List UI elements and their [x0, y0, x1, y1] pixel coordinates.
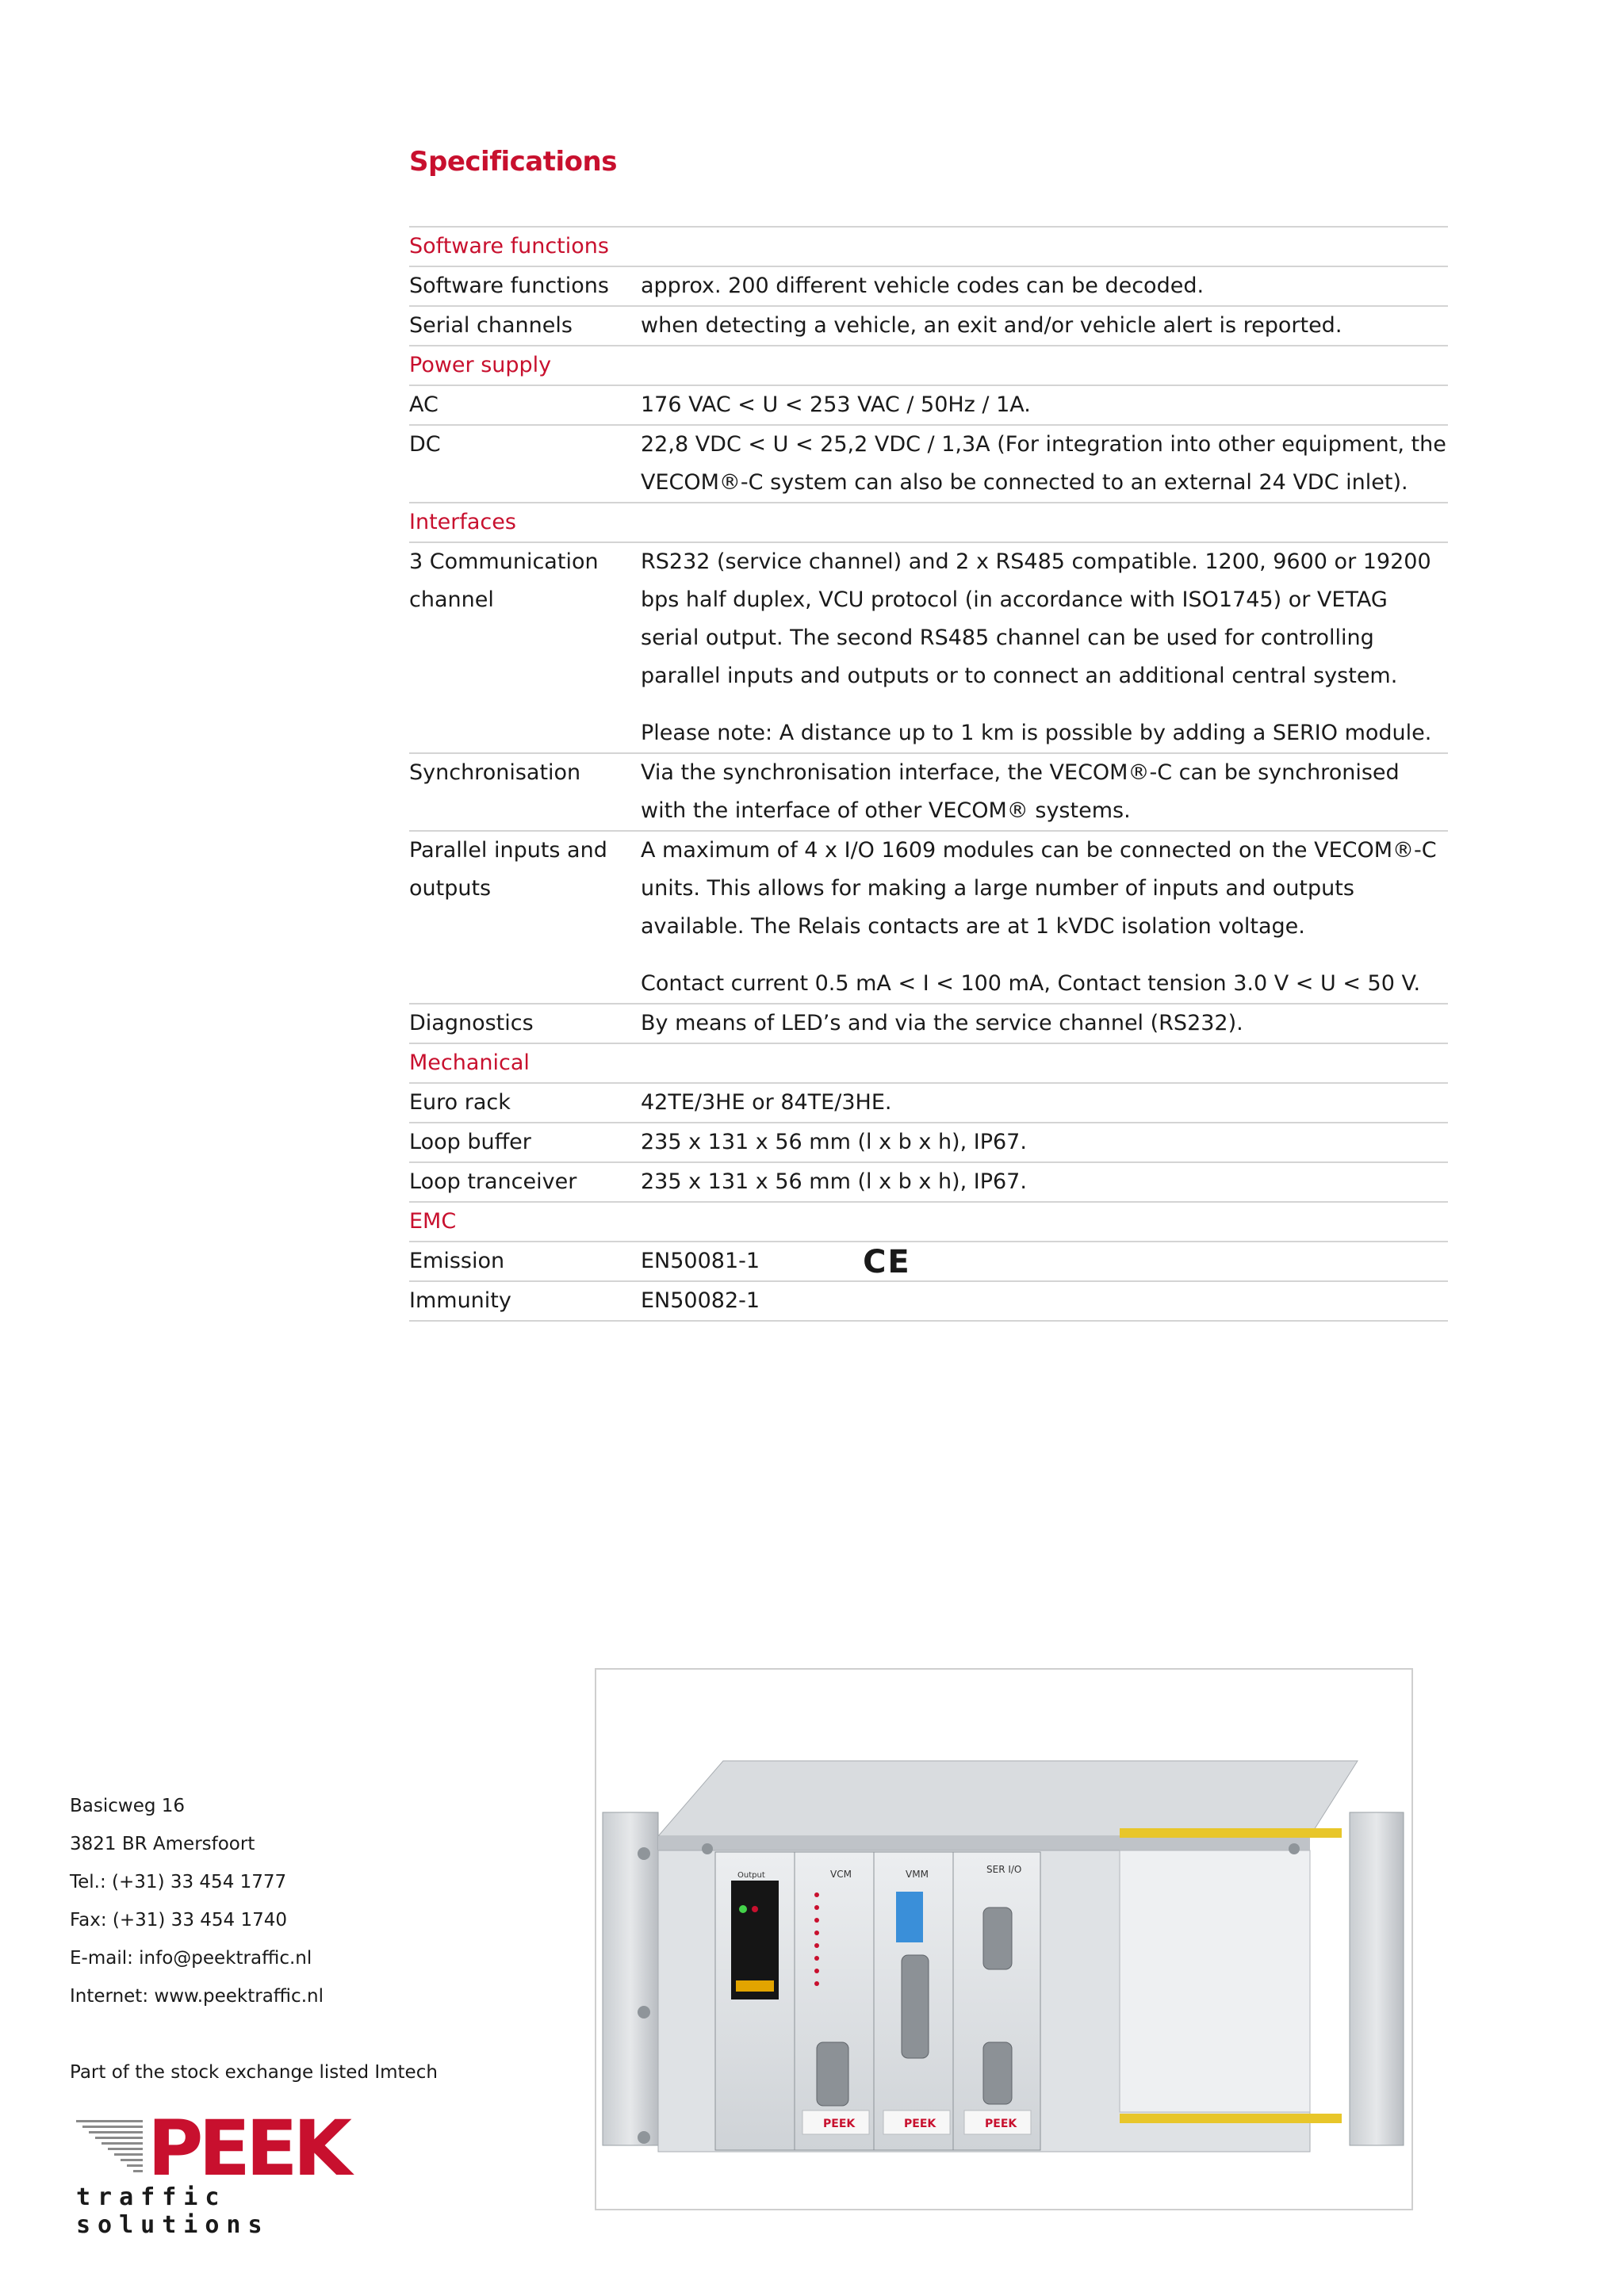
spec-row	[409, 754, 1448, 832]
spec-row	[409, 386, 1448, 426]
spec-row	[409, 307, 1448, 346]
rack-illustration	[596, 1670, 1411, 2209]
address-internet: Internet: www.peektraffic.nl	[70, 1986, 324, 2007]
spec-row	[409, 426, 1448, 503]
ce-mark-icon: CE	[863, 1243, 911, 1280]
spec-label: Synchronisation	[409, 760, 581, 785]
spec-label: Diagnostics	[409, 1011, 534, 1035]
module-label-output: Output	[737, 1871, 765, 1880]
contact-address	[70, 1787, 324, 2015]
address-tel: Tel.: (+31) 33 454 1777	[70, 1872, 287, 1892]
spec-label: DC	[409, 432, 441, 457]
module-label-vmm: VMM	[906, 1869, 929, 1880]
spec-value	[641, 267, 1448, 305]
spec-value	[641, 228, 1448, 266]
spec-value	[641, 1242, 1448, 1280]
spec-value-paragraph: RS232 (service channel) and 2 x RS485 compatible. 1200, 9600 or 19200 bps half duplex, VCU protocol (in accordance with ISO1745) or VETAG serial output. The second RS485 channel can be used for controlling parallel inputs and outputs or to connect an additional central system.	[641, 549, 1431, 688]
address-fax: Fax: (+31) 33 454 1740	[70, 1910, 288, 1931]
spec-value-paragraph: By means of LED’s and via the service channel (RS232).	[641, 1011, 1243, 1035]
section-title: Power supply	[409, 353, 552, 377]
spec-value	[641, 1004, 1448, 1043]
spec-value-paragraph	[641, 1242, 1448, 1280]
spec-value	[641, 346, 1448, 385]
spec-row	[409, 267, 1448, 307]
badge-peek-2: PEEK	[904, 2118, 936, 2130]
spec-value	[641, 307, 1448, 345]
section-title: EMC	[409, 1209, 457, 1234]
badge-peek-1: PEEK	[823, 2118, 856, 2130]
spec-value	[641, 1282, 1448, 1320]
specifications-table	[409, 226, 1448, 1322]
spec-value	[641, 386, 1448, 424]
spec-value	[641, 1163, 1448, 1201]
spec-value-paragraph: 42TE/3HE or 84TE/3HE.	[641, 1090, 892, 1115]
spec-value	[641, 543, 1448, 752]
spec-value-paragraph: approx. 200 different vehicle codes can be decoded.	[641, 274, 1205, 298]
spec-row	[409, 1123, 1448, 1163]
stock-exchange-note: Part of the stock exchange listed Imtech	[70, 2062, 438, 2083]
spec-value	[641, 503, 1448, 541]
spec-value-paragraph: Contact current 0.5 mA < I < 100 mA, Contact tension 3.0 V < U < 50 V.	[641, 971, 1421, 996]
spec-row	[409, 1242, 1448, 1282]
section-header-row	[409, 1203, 1448, 1242]
spec-value-paragraph: Via the synchronisation interface, the VECOM®-C can be synchronised with the interface of other VECOM® systems.	[641, 760, 1400, 823]
spec-label: Serial channels	[409, 313, 573, 338]
spec-value	[641, 1044, 1448, 1082]
spec-value	[641, 754, 1448, 830]
spec-label: Software functions	[409, 274, 609, 298]
spec-value	[641, 832, 1448, 1003]
logo-wordmark: PEEK	[147, 2104, 347, 2193]
logo-lines-icon	[76, 2120, 143, 2187]
spec-value-paragraph: 235 x 131 x 56 mm (l x b x h), IP67.	[641, 1130, 1027, 1154]
product-photo	[595, 1668, 1413, 2210]
address-email: E-mail: info@peektraffic.nl	[70, 1948, 312, 1969]
spec-row	[409, 1282, 1448, 1322]
section-header-row	[409, 228, 1448, 267]
spec-label: Parallel inputs and outputs	[409, 838, 607, 901]
spec-label: Immunity	[409, 1288, 511, 1313]
peek-logo	[76, 2104, 393, 2239]
module-label-vcm: VCM	[830, 1869, 852, 1880]
section-header-row	[409, 503, 1448, 543]
spec-row	[409, 832, 1448, 1004]
spec-value-text: EN50081-1	[641, 1249, 760, 1273]
spec-value-paragraph: EN50082-1	[641, 1288, 760, 1313]
spec-value-paragraph: 235 x 131 x 56 mm (l x b x h), IP67.	[641, 1169, 1027, 1194]
spec-value-paragraph: Please note: A distance up to 1 km is possible by adding a SERIO module.	[641, 721, 1432, 745]
spec-label: Euro rack	[409, 1090, 511, 1115]
logo-tagline: traffic solutions	[76, 2183, 270, 2239]
spec-label: Emission	[409, 1249, 505, 1273]
spec-value	[641, 1203, 1448, 1241]
spec-row	[409, 1163, 1448, 1203]
section-title: Mechanical	[409, 1050, 530, 1075]
address-city: 3821 BR Amersfoort	[70, 1834, 255, 1854]
section-header-row	[409, 346, 1448, 386]
address-street: Basicweg 16	[70, 1796, 186, 1816]
spec-value	[641, 426, 1448, 502]
spec-row	[409, 1084, 1448, 1123]
spec-value-paragraph: 176 VAC < U < 253 VAC / 50Hz / 1A.	[641, 392, 1031, 417]
module-label-serio: SER I/O	[986, 1864, 1022, 1875]
spec-label: AC	[409, 392, 439, 417]
spec-value-paragraph: A maximum of 4 x I/O 1609 modules can be connected on the VECOM®-C units. This allows for making a large number of inputs and outputs available. The Relais contacts are at 1 kVDC isolation voltage.	[641, 838, 1437, 939]
spec-row	[409, 1004, 1448, 1044]
section-header-row	[409, 1044, 1448, 1084]
section-title: Interfaces	[409, 510, 516, 534]
page-title: Specifications	[409, 146, 617, 178]
spec-label: Loop tranceiver	[409, 1169, 577, 1194]
spec-value-paragraph: 22,8 VDC < U < 25,2 VDC / 1,3A (For integration into other equipment, the VECOM®-C system can also be connected to an external 24 VDC inlet).	[641, 432, 1446, 495]
section-title: Software functions	[409, 234, 609, 258]
spec-label: 3 Communication channel	[409, 549, 599, 612]
spec-value	[641, 1123, 1448, 1161]
badge-peek-3: PEEK	[985, 2118, 1017, 2130]
spec-label: Loop buffer	[409, 1130, 531, 1154]
spec-row	[409, 543, 1448, 754]
spec-value	[641, 1084, 1448, 1122]
spec-value-paragraph: when detecting a vehicle, an exit and/or vehicle alert is reported.	[641, 313, 1342, 338]
